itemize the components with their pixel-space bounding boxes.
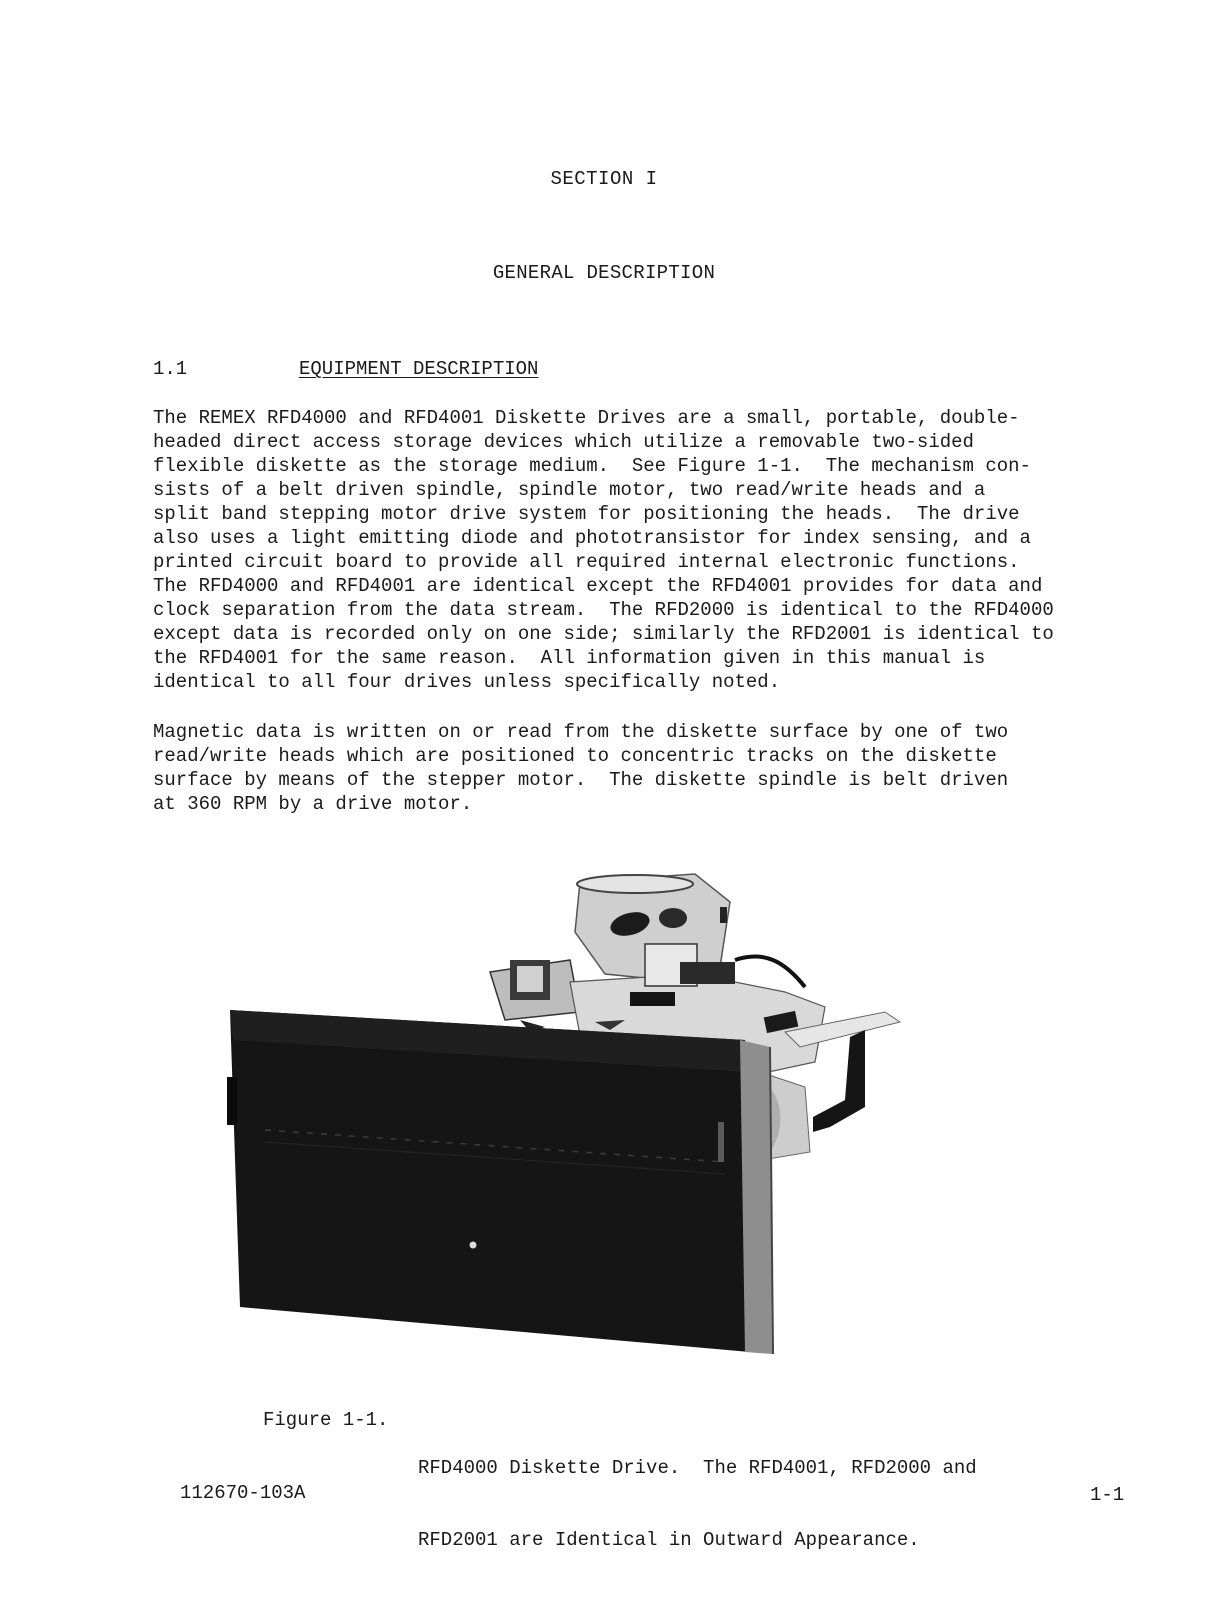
paragraph-line: flexible diskette as the storage medium. See Figure 1-1. The mechanism con- bbox=[153, 455, 1031, 477]
paragraph-line: identical to all four drives unless specifically noted. bbox=[153, 671, 781, 693]
paragraph-line: headed direct access storage devices which utilize a removable two-sided bbox=[153, 431, 974, 453]
figure-label: Figure 1-1. bbox=[263, 1409, 389, 1431]
paragraph-line: sists of a belt driven spindle, spindle motor, two read/write heads and a bbox=[153, 479, 986, 501]
heading-text: EQUIPMENT DESCRIPTION bbox=[299, 358, 539, 380]
paragraph-line: The RFD4000 and RFD4001 are identical except the RFD4001 provides for data and bbox=[153, 575, 1043, 597]
paragraph-magnetic-data bbox=[153, 720, 1113, 816]
heading-number: 1.1 bbox=[153, 358, 188, 380]
paragraph-line: the RFD4001 for the same reason. All information given in this manual is bbox=[153, 647, 986, 669]
paragraph-line: read/write heads which are positioned to concentric tracks on the diskette bbox=[153, 745, 997, 767]
paragraph-line: The REMEX RFD4000 and RFD4001 Diskette Drives are a small, portable, double- bbox=[153, 407, 1020, 429]
drive-front-bezel bbox=[227, 1010, 773, 1354]
caption-line: RFD2001 are Identical in Outward Appearance. bbox=[418, 1529, 920, 1551]
figure-caption-text bbox=[418, 1408, 977, 1600]
paragraph-equipment-description bbox=[153, 406, 1113, 694]
paragraph-line: clock separation from the data stream. The RFD2000 is identical to the RFD4000 bbox=[153, 599, 1054, 621]
paragraph-line: Magnetic data is written on or read from the diskette surface by one of two bbox=[153, 721, 1009, 743]
section-subtitle: GENERAL DESCRIPTION bbox=[492, 262, 716, 284]
paragraph-line: split band stepping motor drive system for positioning the heads. The drive bbox=[153, 503, 1020, 525]
paragraph-line: at 360 RPM by a drive motor. bbox=[153, 793, 473, 815]
paragraph-line: except data is recorded only on one side; similarly the RFD2001 is identical to bbox=[153, 623, 1054, 645]
section-title: SECTION I bbox=[550, 168, 658, 190]
paragraph-line: also uses a light emitting diode and phototransistor for index sensing, and a bbox=[153, 527, 1031, 549]
caption-line: RFD4000 Diskette Drive. The RFD4001, RFD2000 and bbox=[418, 1457, 977, 1479]
paragraph-line: printed circuit board to provide all required internal electronic functions. bbox=[153, 551, 1020, 573]
paragraph-line: surface by means of the stepper motor. The diskette spindle is belt driven bbox=[153, 769, 1009, 791]
page-number: 1-1 bbox=[1090, 1484, 1125, 1506]
document-number: 112670-103A bbox=[180, 1482, 306, 1504]
diskette-drive-photo bbox=[225, 862, 945, 1362]
